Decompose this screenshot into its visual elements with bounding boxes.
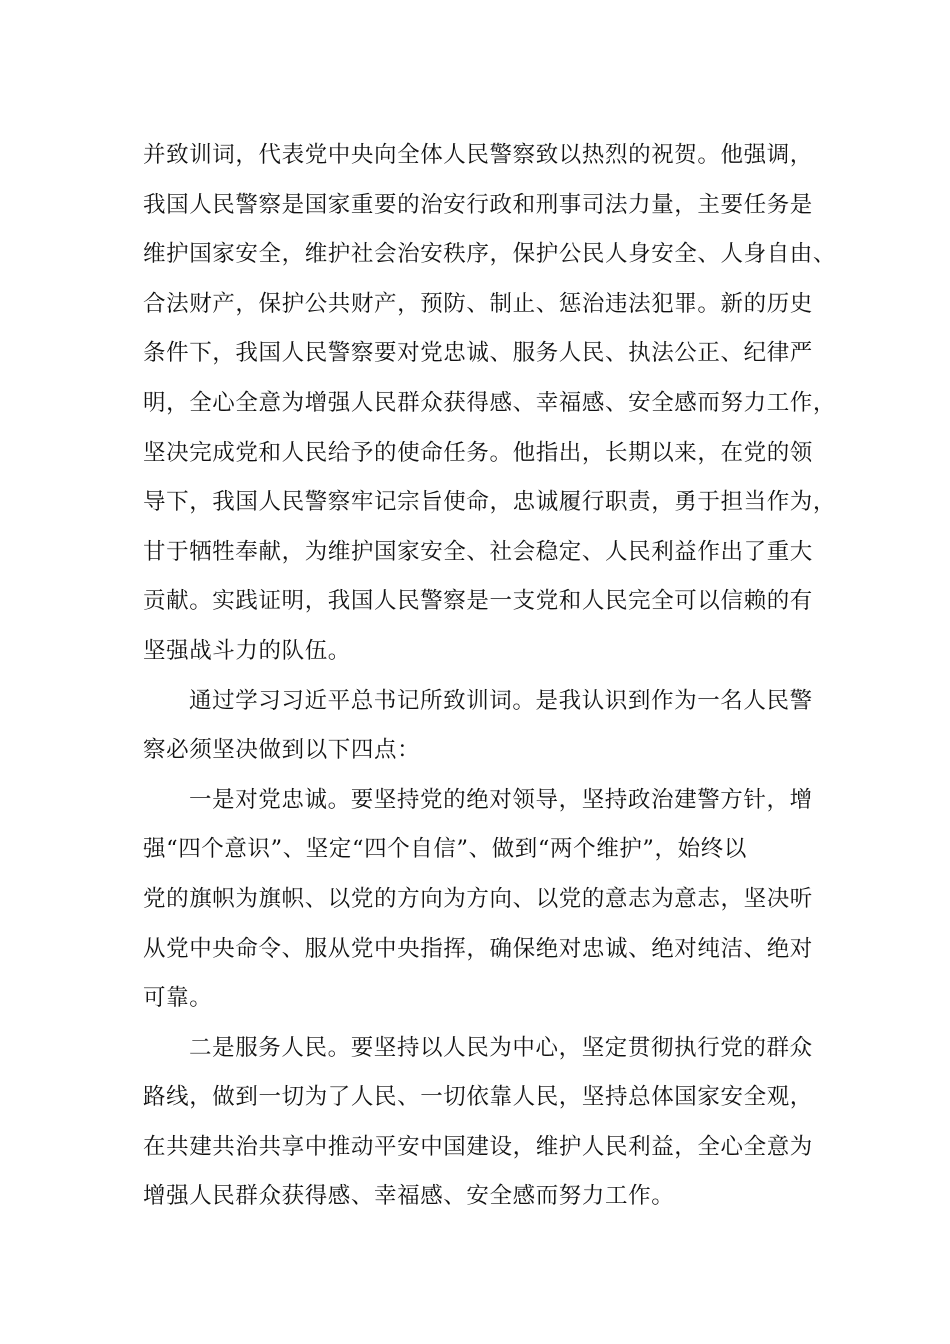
- text-line: 强“四个意识”、坚定“四个自信”、做到“两个维护”，始终以: [143, 836, 747, 863]
- text-line: 增强人民群众获得感、幸福感、安全感而努力工作。: [143, 1183, 675, 1210]
- text-line: 党的旗帜为旗帜、以党的方向为方向、以党的意志为意志，坚决听: [143, 885, 813, 912]
- text-line: 坚决完成党和人民给予的使命任务。他指出，长期以来，在党的领: [143, 439, 813, 466]
- text-line: 条件下，我国人民警察要对党忠诚、服务人民、执法公正、纪律严: [143, 340, 813, 367]
- text-line: 合法财产，保护公共财产，预防、制止、惩治违法犯罪。新的历史: [143, 290, 813, 317]
- text-line: 维护国家安全，维护社会治安秩序，保护公民人身安全、人身自由、: [143, 241, 837, 268]
- text-line: 并致训词，代表党中央向全体人民警察致以热烈的祝贺。他强调，: [143, 142, 813, 168]
- text-line: 坚强战斗力的队伍。: [143, 637, 351, 664]
- text-line: 察必须坚决做到以下四点：: [143, 737, 421, 764]
- text-line: 我国人民警察是国家重要的治安行政和刑事司法力量，主要任务是: [143, 191, 813, 218]
- text-line: 一是对党忠诚。要坚持党的绝对领导，坚持政治建警方针，增: [189, 786, 813, 813]
- document-body: [143, 131, 837, 1222]
- text-line: 明，全心全意为增强人民群众获得感、幸福感、安全感而努力工作，: [143, 389, 837, 416]
- text-line: 二是服务人民。要坚持以人民为中心，坚定贯彻执行党的群众: [189, 1034, 813, 1061]
- text-line: 从党中央命令、服从党中央指挥，确保绝对忠诚、绝对纯洁、绝对: [143, 935, 813, 962]
- text-line: 通过学习习近平总书记所致训词。是我认识到作为一名人民警: [189, 687, 813, 714]
- text-line: 路线，做到一切为了人民、一切依靠人民，坚持总体国家安全观，: [143, 1084, 813, 1111]
- text-line: 甘于牺牲奉献，为维护国家安全、社会稳定、人民利益作出了重大: [143, 538, 813, 565]
- text-line: 导下，我国人民警察牢记宗旨使命，忠诚履行职责，勇于担当作为，: [143, 489, 837, 516]
- text-line: 在共建共治共享中推动平安中国建设，维护人民利益，全心全意为: [143, 1133, 813, 1160]
- text-line: 可靠。: [143, 985, 213, 1012]
- text-line: 贡献。实践证明，我国人民警察是一支党和人民完全可以信赖的有: [143, 588, 813, 615]
